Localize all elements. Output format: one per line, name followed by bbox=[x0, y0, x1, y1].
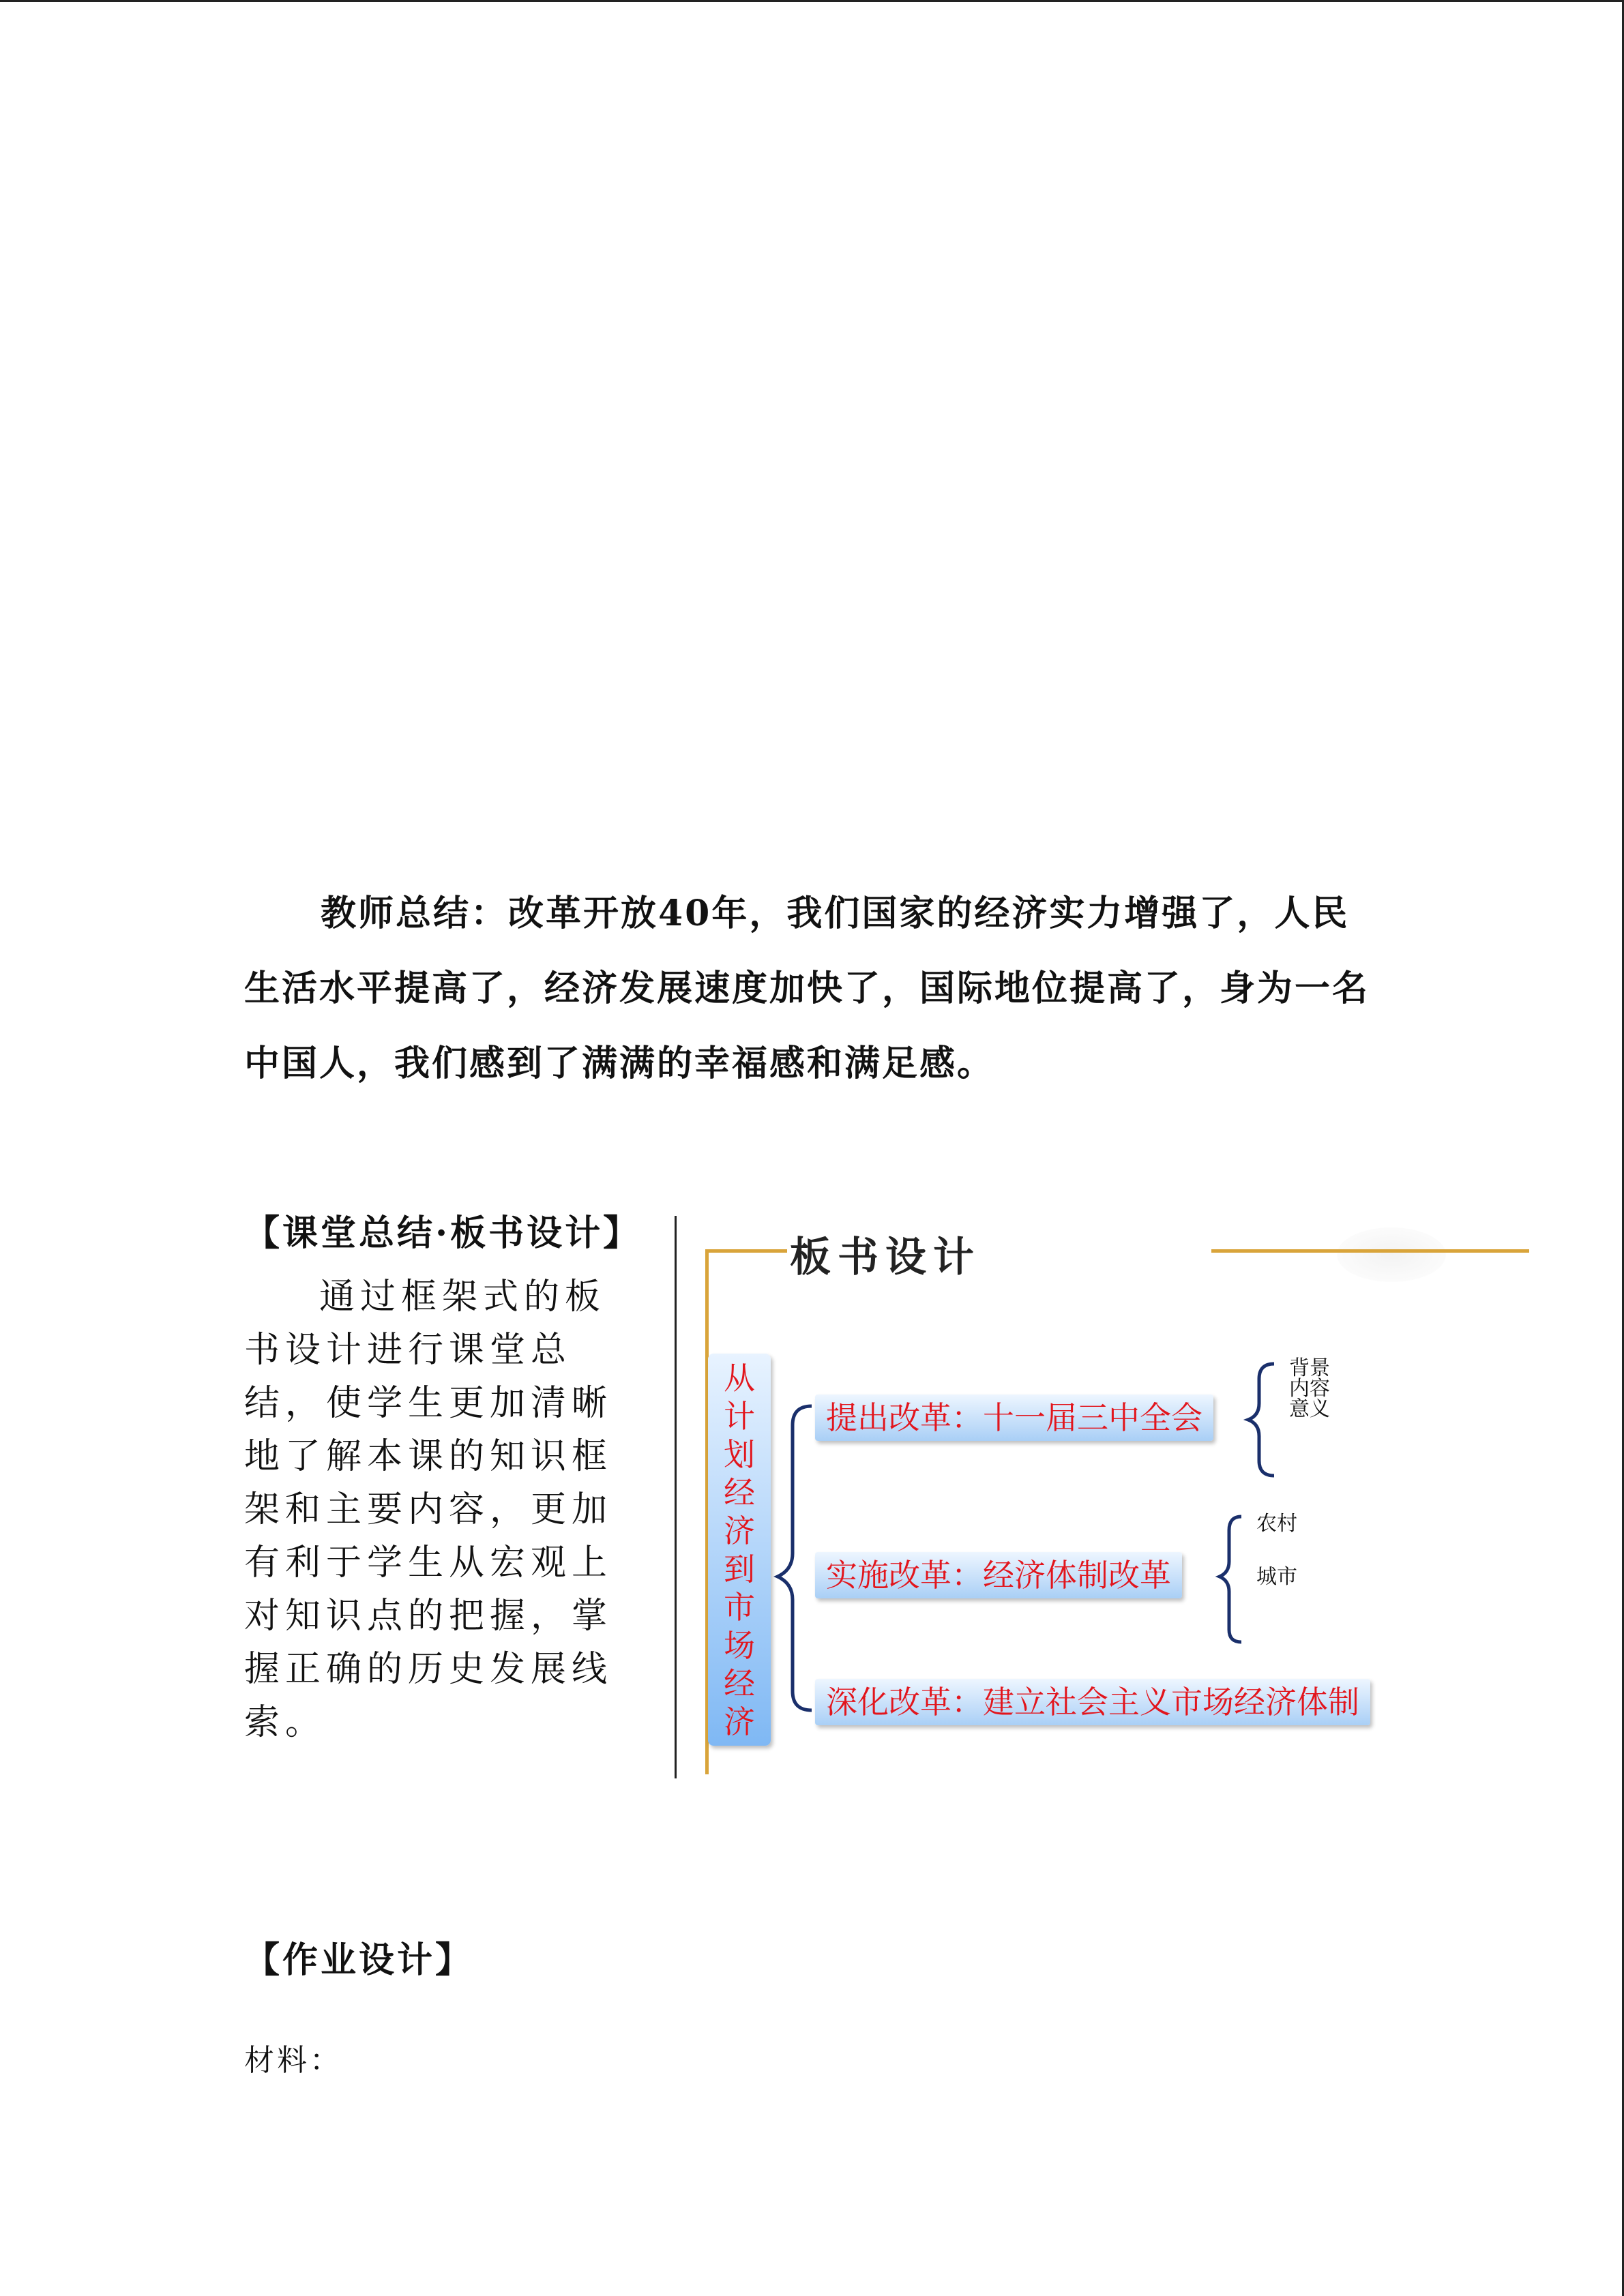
page-top-border bbox=[0, 0, 1624, 2]
sub-item-background: 背景 bbox=[1289, 1356, 1330, 1380]
main-topic-label: 从计划经济到市场经济 bbox=[724, 1360, 755, 1740]
teacher-summary bbox=[244, 876, 1376, 1101]
sub-item-significance: 意义 bbox=[1289, 1397, 1330, 1421]
branch-box-implement: 实施改革：经济体制改革 bbox=[815, 1552, 1182, 1598]
main-brace bbox=[778, 1406, 812, 1710]
column-divider bbox=[675, 1216, 677, 1778]
classroom-summary-body: 通过框架式的板书设计进行课堂总结，使学生更加清晰地了解本课的知识框架和主要内容，更加有利于学生从宏观上对知识点的把握，掌握正确的历史发展线索。 bbox=[244, 1277, 613, 1743]
board-design-figure bbox=[703, 1221, 1521, 1780]
board-title: 板书设计 bbox=[790, 1234, 981, 1281]
sub-item-content: 内容 bbox=[1289, 1377, 1330, 1401]
homework-title: 【作业设计】 bbox=[244, 1939, 474, 1981]
branch-box-deepen: 深化改革：建立社会主义市场经济体制 bbox=[815, 1679, 1370, 1725]
sub-item-urban: 城市 bbox=[1256, 1565, 1297, 1589]
brace-2 bbox=[1220, 1517, 1241, 1642]
material-label: 材料： bbox=[244, 2043, 342, 2078]
classroom-summary-title: 【课堂总结·板书设计】 bbox=[244, 1212, 642, 1254]
teacher-summary-text: 教师总结：改革开放40年，我们国家的经济实力增强了，人民生活水平提高了，经济发展速度加快了，国际地位提高了，身为一名中国人，我们感到了满满的幸福感和满足感。 bbox=[244, 893, 1370, 1084]
brace-1 bbox=[1248, 1364, 1274, 1476]
classroom-summary-section bbox=[244, 1202, 640, 1749]
branch-box-propose: 提出改革：十一届三中全会 bbox=[815, 1395, 1213, 1441]
sub-item-rural: 农村 bbox=[1256, 1512, 1297, 1536]
